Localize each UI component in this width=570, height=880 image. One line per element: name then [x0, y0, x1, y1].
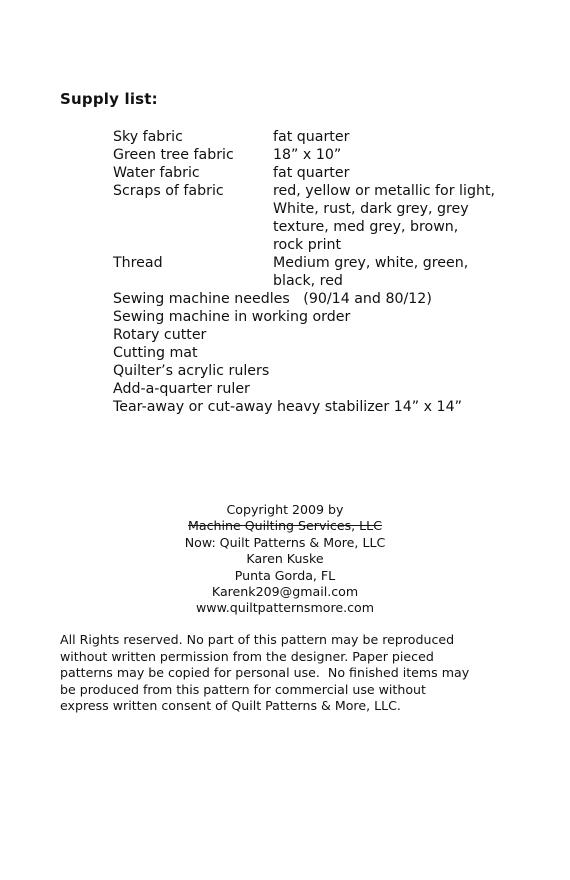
supply-detail — [273, 164, 553, 182]
supply-detail-line: black, red — [273, 273, 343, 289]
supply-detail-line: White, rust, dark grey, grey — [273, 201, 469, 217]
supply-item-full: Quilter’s acrylic rulers — [113, 363, 270, 379]
supply-detail-line: 18” x 10” — [273, 147, 342, 163]
designer-name: Karen Kuske — [246, 551, 324, 567]
supply-detail-line: red, yellow or metallic for light, — [273, 183, 496, 199]
supply-detail — [273, 128, 553, 146]
current-company-name: Now: Quilt Patterns & More, LLC — [184, 534, 386, 550]
supply-item-full: Rotary cutter — [113, 327, 207, 343]
rights-line: patterns may be copied for personal use. No finished items may — [60, 665, 470, 680]
contact-email: Karenk209@gmail.com — [211, 584, 359, 600]
supply-item: Scraps of fabric — [113, 183, 224, 199]
supply-item-full: Sewing machine needles (90/14 and 80/12) — [113, 291, 432, 307]
supply-detail — [273, 182, 553, 254]
rights-line: without written permission from the designer. Paper pieced — [60, 648, 434, 664]
supply-row — [113, 146, 553, 164]
supply-item: Green tree fabric — [113, 147, 234, 163]
supply-row — [113, 182, 553, 254]
rights-notice — [60, 632, 530, 715]
supply-list-heading: Supply list: — [60, 90, 158, 108]
supply-item-full: Cutting mat — [113, 345, 198, 361]
supply-list — [113, 128, 553, 416]
copyright-line: Copyright 2009 by — [226, 502, 344, 517]
supply-detail-line: fat quarter — [273, 165, 350, 181]
supply-detail-line: Medium grey, white, green, — [273, 255, 469, 271]
website-url: www.quiltpatternsmore.com — [195, 600, 374, 616]
supply-detail-line: fat quarter — [273, 129, 350, 145]
old-company-name: Machine Quilting Services, LLC — [188, 518, 382, 534]
supply-row — [113, 164, 553, 182]
supply-item-full: Tear-away or cut-away heavy stabilizer 14” x 14” — [113, 399, 462, 415]
supply-row — [113, 254, 553, 290]
supply-item: Thread — [113, 255, 163, 271]
supply-item-full: Sewing machine in working order — [113, 309, 351, 325]
supply-row — [113, 128, 553, 146]
copyright-block — [0, 502, 570, 617]
rights-line: express written consent of Quilt Patterns & More, LLC. — [60, 698, 401, 713]
supply-detail-line: rock print — [273, 237, 342, 253]
supply-detail — [273, 254, 553, 290]
rights-line: All Rights reserved. No part of this pattern may be reproduced — [60, 632, 455, 647]
supply-item-full: Add-a-quarter ruler — [113, 381, 250, 397]
supply-detail — [273, 146, 553, 164]
rights-line: be produced from this pattern for commercial use without — [60, 681, 426, 697]
supply-item: Sky fabric — [113, 129, 183, 145]
supply-detail-line: texture, med grey, brown, — [273, 219, 459, 235]
supply-item: Water fabric — [113, 165, 200, 181]
designer-location: Punta Gorda, FL — [234, 567, 336, 583]
